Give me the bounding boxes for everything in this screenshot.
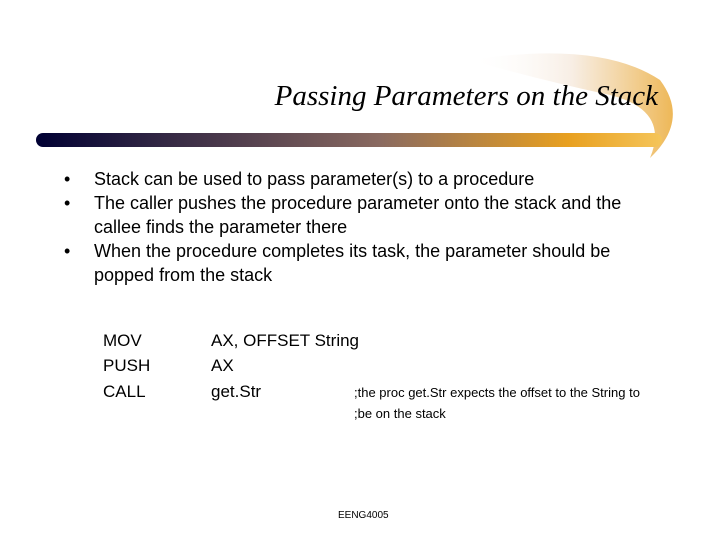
- code-op-call: CALL: [103, 382, 146, 401]
- bullet-item: [64, 191, 664, 239]
- bullet-text: The caller pushes the procedure parameter onto the stack and the callee finds the parameter there: [94, 193, 622, 237]
- bullet-dot: •: [64, 169, 71, 189]
- bullet-text: When the procedure completes its task, the parameter should be popped from the stack: [94, 241, 611, 285]
- bullet-item: [64, 167, 664, 191]
- code-comment-line-2: ;be on the stack: [354, 406, 446, 421]
- bullet-item: [64, 239, 664, 287]
- slide-title: Passing Parameters on the Stack: [274, 80, 658, 112]
- code-arg-mov: AX, OFFSET String: [211, 331, 360, 350]
- bullet-list: [64, 167, 664, 287]
- code-op-mov: MOV: [103, 331, 142, 350]
- slide-footer: EENG4005: [338, 510, 389, 521]
- code-arg-push: AX: [211, 356, 234, 375]
- code-comment-line-1: ;the proc get.Str expects the offset to the String to: [354, 385, 640, 400]
- bullet-dot: •: [64, 193, 71, 213]
- code-op-push: PUSH: [103, 356, 151, 375]
- code-arg-call: get.Str: [211, 382, 262, 401]
- bullet-text: Stack can be used to pass parameter(s) to a procedure: [94, 169, 535, 189]
- bullet-dot: •: [64, 241, 71, 261]
